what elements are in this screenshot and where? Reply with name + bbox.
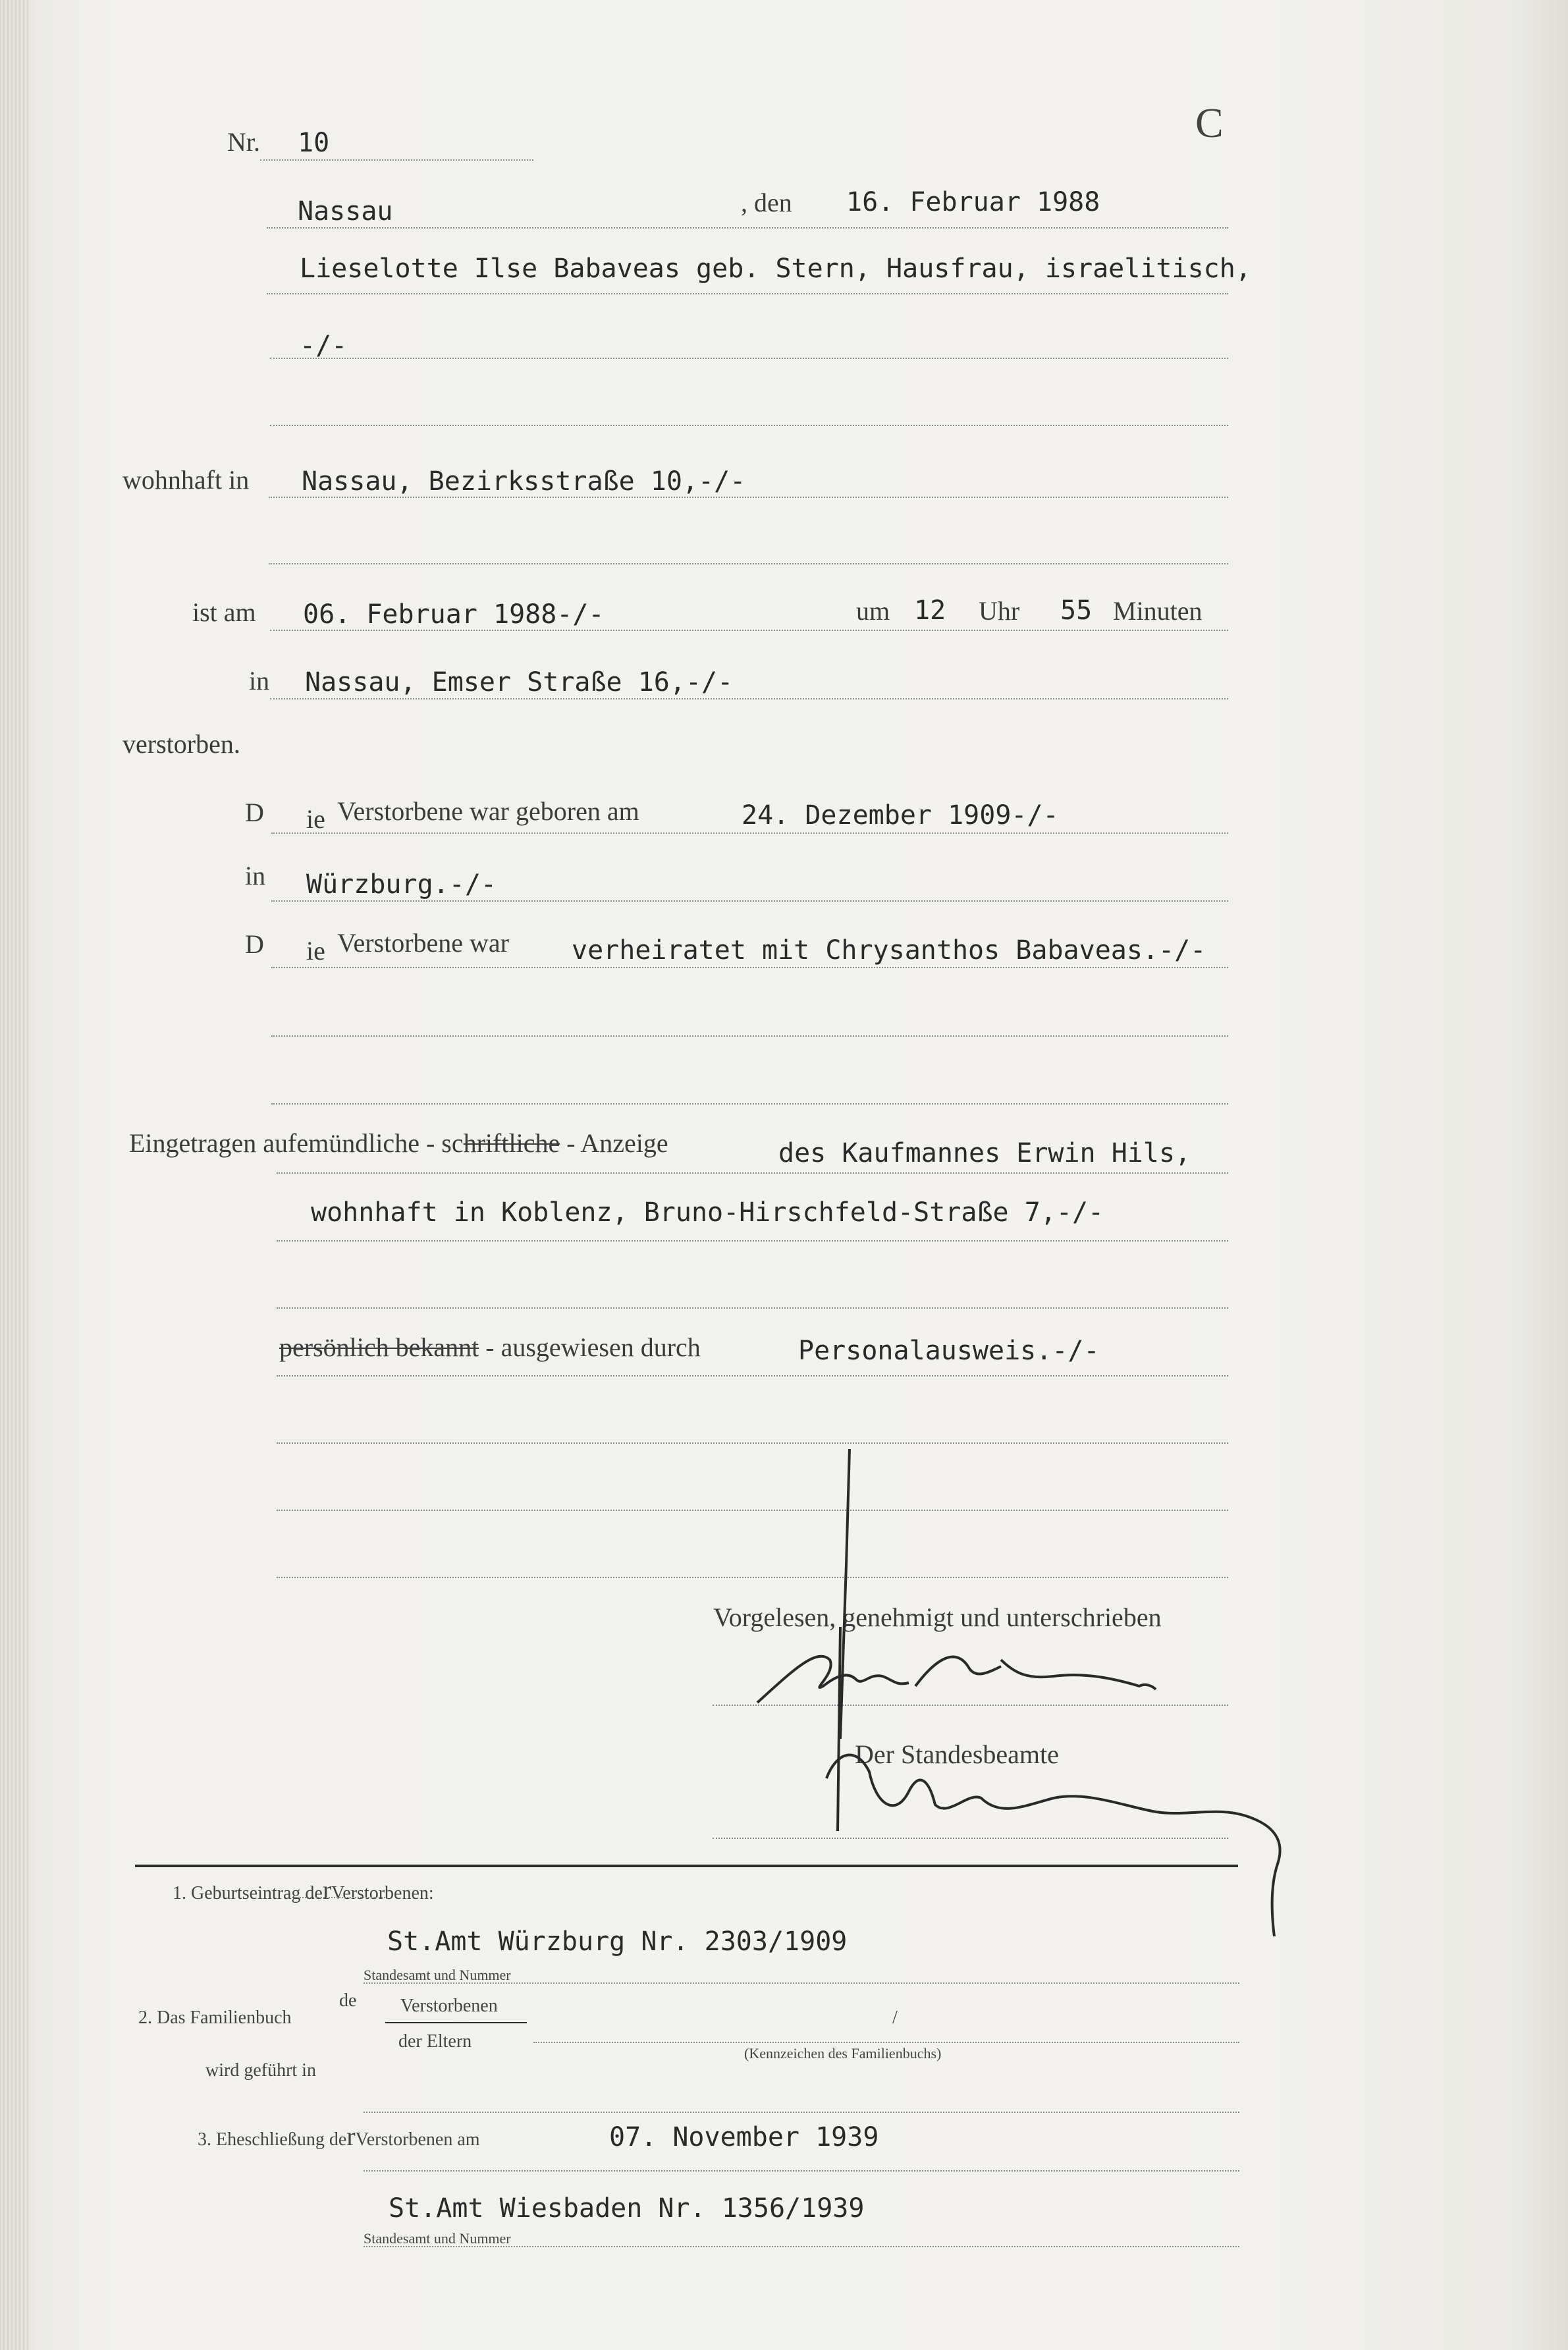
informant-value: des Kaufmannes Erwin Hils, <box>778 1138 1191 1168</box>
number-label: Nr. <box>227 127 260 157</box>
birth-date-value: 24. Dezember 1909-/- <box>742 800 1059 831</box>
residence-value: Nassau, Bezirksstraße 10,-/- <box>302 466 746 497</box>
family-book-hint: (Kennzeichen des Familienbuchs) <box>744 2045 942 2062</box>
death-minute-value: 55 <box>1060 595 1093 626</box>
family-book-kept-label: wird geführt in <box>205 2060 316 2081</box>
section-divider <box>135 1865 1238 1867</box>
identification-value: Personalausweis.-/- <box>798 1336 1100 1366</box>
time-uhr-label: Uhr <box>979 596 1020 626</box>
marital-ie-suffix: ie <box>306 936 325 966</box>
marital-value: verheiratet mit Chrysanthos Babaveas.-/- <box>572 935 1206 966</box>
registration-label: Eingetragen aufemündliche - schriftliche - Anzeige <box>129 1128 668 1158</box>
death-date-value: 06. Februar 1988-/- <box>303 599 605 630</box>
informant-address: wohnhaft in Koblenz, Bruno-Hirschfeld-Straße 7,-/- <box>311 1197 1104 1228</box>
signature-statement: Vorgelesen, genehmigt und unterschrieben <box>713 1602 1162 1632</box>
corner-letter: C <box>1195 99 1224 146</box>
death-place-label: in <box>249 666 270 696</box>
family-book-parents: der Eltern <box>398 2031 472 2052</box>
birth-place-value: Würzburg.-/- <box>306 869 497 900</box>
birth-d-label: D <box>245 798 264 827</box>
deceased-suffix: verstorben. <box>122 729 240 759</box>
family-book-deceased: Verstorbenen <box>400 1996 498 2016</box>
footer-item3-label: 3. Eheschließung derVerstorbenen am <box>198 2121 480 2151</box>
registry-hint-1: Standesamt und Nummer <box>364 1967 511 1983</box>
family-book-slash: / <box>892 2008 898 2028</box>
register-number: 10 <box>298 128 330 158</box>
date-prefix: , den <box>741 188 792 217</box>
family-book-de: de <box>339 1990 357 2011</box>
birth-ie-suffix: ie <box>306 804 325 834</box>
marriage-registry-value: St.Amt Wiesbaden Nr. 1356/1939 <box>389 2193 865 2224</box>
footer-item1-label: 1. Geburtseintrag derVerstorbenen: <box>173 1875 434 1905</box>
residence-label: wohnhaft in <box>122 465 250 495</box>
registry-hint-2: Standesamt und Nummer <box>364 2230 511 2247</box>
time-minuten-label: Minuten <box>1113 596 1203 626</box>
registrar-label: Der Standesbeamte <box>855 1739 1059 1769</box>
family-book-label: 2. Das Familienbuch <box>138 2008 292 2028</box>
identification-label: persönlich bekannt - ausgewiesen durch <box>279 1332 701 1362</box>
date-value: 16. Februar 1988 <box>846 187 1100 217</box>
birth-place-label: in <box>245 861 266 890</box>
birth-label: Verstorbene war geboren am <box>337 796 639 826</box>
birth-entry-value: St.Amt Würzburg Nr. 2303/1909 <box>387 1926 848 1957</box>
marital-label: Verstorbene war <box>337 928 509 958</box>
death-place-value: Nassau, Emser Straße 16,-/- <box>305 667 734 697</box>
death-hour-value: 12 <box>914 595 946 626</box>
marriage-date-value: 07. November 1939 <box>609 2122 879 2152</box>
place-value: Nassau <box>298 196 393 227</box>
time-um-label: um <box>856 596 890 626</box>
death-date-label: ist am <box>192 597 256 627</box>
marital-d-label: D <box>245 929 264 959</box>
deceased-line2: -/- <box>300 331 348 361</box>
deceased-description: Lieselotte Ilse Babaveas geb. Stern, Hausfrau, israelitisch, <box>300 254 1251 284</box>
